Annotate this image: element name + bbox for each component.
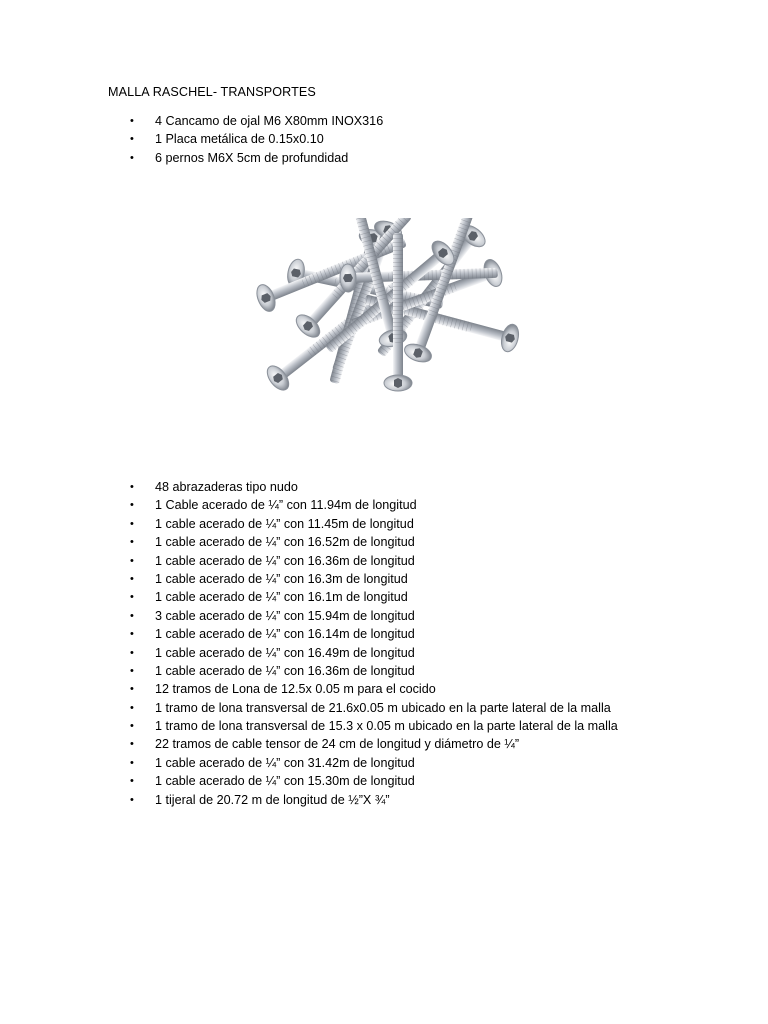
bullet-icon: • xyxy=(130,720,134,733)
list-item-text: 1 tramo de lona transversal de 21.6x0.05 m ubicado en la parte lateral de la malla xyxy=(155,700,611,715)
hardware-list xyxy=(0,112,383,167)
bullet-icon: • xyxy=(130,572,134,585)
bullet-icon: • xyxy=(130,554,134,567)
bullet-icon: • xyxy=(130,133,134,146)
bullet-icon: • xyxy=(130,151,134,164)
list-item-text: 6 pernos M6X 5cm de profundidad xyxy=(155,150,349,165)
bullet-icon: • xyxy=(130,591,134,604)
list-item-text: 1 cable acerado de ¼” con 16.52m de longitud xyxy=(155,535,415,550)
list-item xyxy=(0,112,383,130)
page-title: MALLA RASCHEL- TRANSPORTES xyxy=(108,85,316,99)
list-item xyxy=(0,644,618,662)
list-item-text: 1 cable acerado de ¼” con 16.36m de longitud xyxy=(155,553,415,568)
bullet-icon: • xyxy=(130,481,134,493)
list-item-text: 1 cable acerado de ¼” con 16.1m de longitud xyxy=(155,590,408,605)
list-item xyxy=(0,607,618,625)
list-item xyxy=(0,625,618,643)
list-item-text: 1 cable acerado de ¼” con 16.14m de longitud xyxy=(155,627,415,642)
bolts-photo xyxy=(248,218,520,406)
list-item-text: 1 Cable acerado de ¼” con 11.94m de longitud xyxy=(155,498,417,513)
list-item-text: 1 Placa metálica de 0.15x0.10 xyxy=(155,132,324,147)
bullet-icon: • xyxy=(130,646,134,659)
bullet-icon: • xyxy=(130,701,134,714)
list-item xyxy=(0,533,618,551)
materials-list xyxy=(0,478,618,809)
list-item-text: 1 tijeral de 20.72 m de longitud de ½”X ¾” xyxy=(155,792,390,807)
bullet-icon: • xyxy=(130,628,134,641)
bullet-icon: • xyxy=(130,738,134,751)
bullet-icon: • xyxy=(130,793,134,806)
bullet-icon: • xyxy=(130,664,134,677)
list-item-text: 1 cable acerado de ¼” con 31.42m de longitud xyxy=(155,755,415,770)
list-item xyxy=(0,791,618,809)
list-item-text: 48 abrazaderas tipo nudo xyxy=(155,480,298,494)
list-item-text: 12 tramos de Lona de 12.5x 0.05 m para el cocido xyxy=(155,682,436,697)
list-item-text: 1 cable acerado de ¼” con 16.49m de longitud xyxy=(155,645,415,660)
bullet-icon: • xyxy=(130,683,134,696)
list-item xyxy=(0,515,618,533)
list-item xyxy=(0,149,383,167)
list-item xyxy=(0,496,618,514)
bullet-icon: • xyxy=(130,775,134,788)
list-item-text: 3 cable acerado de ¼” con 15.94m de longitud xyxy=(155,608,415,623)
list-item xyxy=(0,130,383,148)
list-item xyxy=(0,588,618,606)
list-item-text: 1 cable acerado de ¼” con 16.3m de longitud xyxy=(155,571,408,586)
bullet-icon: • xyxy=(130,517,134,530)
list-item xyxy=(0,754,618,772)
list-item xyxy=(0,478,618,496)
list-item xyxy=(0,735,618,753)
list-item xyxy=(0,552,618,570)
bullet-icon: • xyxy=(130,536,134,549)
bullet-icon: • xyxy=(130,499,134,512)
list-item-text: 4 Cancamo de ojal M6 X80mm INOX316 xyxy=(155,114,384,128)
list-item xyxy=(0,772,618,790)
list-item xyxy=(0,699,618,717)
list-item xyxy=(0,662,618,680)
bullet-icon: • xyxy=(130,756,134,769)
list-item-text: 1 tramo de lona transversal de 15.3 x 0.05 m ubicado en la parte lateral de la malla xyxy=(155,719,618,734)
list-item-text: 1 cable acerado de ¼” con 11.45m de longitud xyxy=(155,516,414,531)
bullet-icon: • xyxy=(130,115,134,127)
list-item-text: 1 cable acerado de ¼” con 16.36m de longitud xyxy=(155,663,415,678)
list-item xyxy=(0,717,618,735)
list-item xyxy=(0,570,618,588)
list-item-text: 1 cable acerado de ¼” con 15.30m de longitud xyxy=(155,774,415,789)
bolt-graphic xyxy=(253,218,520,394)
list-item-text: 22 tramos de cable tensor de 24 cm de longitud y diámetro de ¼” xyxy=(155,737,520,752)
list-item xyxy=(0,680,618,698)
bullet-icon: • xyxy=(130,609,134,622)
